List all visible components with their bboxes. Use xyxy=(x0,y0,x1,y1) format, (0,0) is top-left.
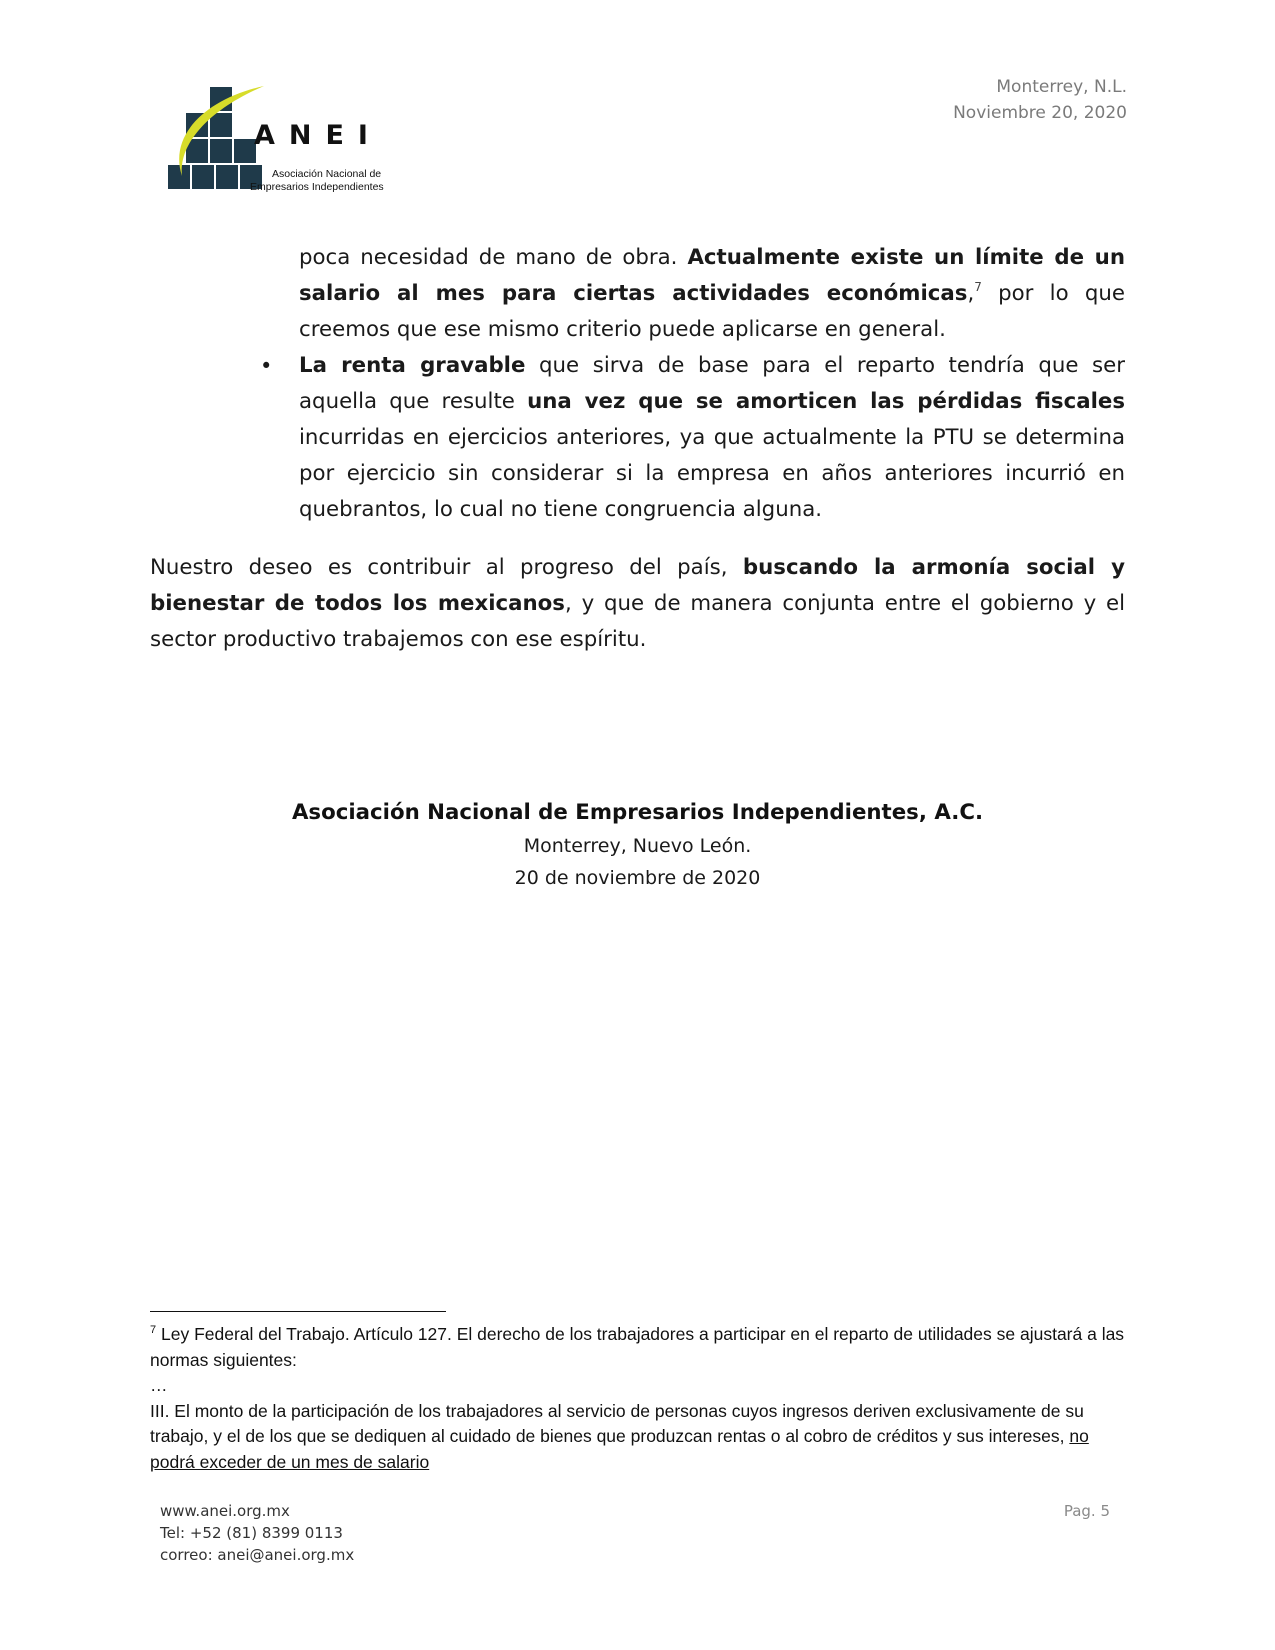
footnote-ellipsis: … xyxy=(150,1375,168,1395)
bullet-text-2: incurridas en ejercicios anteriores, ya que actualmente la PTU se determina por ejercicio sin considerar si la empresa en años anteriores incurrió en quebrantos, lo cual no tiene congruencia alguna. xyxy=(299,425,1125,522)
para3-text-2: , y que de manera conjunta entre el gobierno y el sector productivo trabajemos con ese espíritu. xyxy=(150,591,1126,652)
para1-bold-1: Actualmente existe un límite de un salario al mes para ciertas actividades económicas xyxy=(299,245,1125,306)
bullet-marker: • xyxy=(260,354,273,378)
footnote-separator xyxy=(150,1311,446,1312)
bullet-bold-2: una vez que se amorticen las pérdidas fiscales xyxy=(527,389,1125,414)
header-location-date xyxy=(953,74,1127,126)
signature-organization: Asociación Nacional de Empresarios Independientes, A.C. xyxy=(291,800,984,825)
footnote-7 xyxy=(150,1322,1125,1475)
footer-email[interactable]: correo: anei@anei.org.mx xyxy=(160,1546,355,1564)
footnote-text-1: Ley Federal del Trabajo. Artículo 127. El derecho de los trabajadores a participar en el reparto de utilidades se ajustará a las normas siguientes: xyxy=(150,1324,1125,1370)
para1-text-1: poca necesidad de mano de obra. xyxy=(299,245,688,270)
signature-date: 20 de noviembre de 2020 xyxy=(514,867,761,889)
footer-website-link[interactable]: www.anei.org.mx xyxy=(160,1502,290,1520)
para3-bold-1: buscando la armonía social y bienestar de todos los mexicanos xyxy=(150,555,1125,616)
bullet-bold-1: La renta gravable xyxy=(299,353,526,378)
paragraph-continuation xyxy=(299,240,1125,348)
closing-paragraph xyxy=(150,550,1125,658)
para1-text-2: , xyxy=(967,281,975,306)
footnote-number: 7 xyxy=(150,1324,157,1336)
para1-text-3: por lo que creemos que ese mismo criterio puede aplicarse en general. xyxy=(299,281,1125,342)
footnote-text-3: III. El monto de la participación de los trabajadores al servicio de personas cuyos ingresos deriven exclusivamente de su trabajo, y el de los que se dediquen al cuidado de bienes que produzcan rentas o al cobro de créditos y sus intereses, xyxy=(150,1400,1084,1446)
bullet-item-renta-gravable xyxy=(299,348,1125,528)
footer-phone: Tel: +52 (81) 8399 0113 xyxy=(160,1524,343,1542)
signature-city: Monterrey, Nuevo León. xyxy=(523,835,752,857)
anei-logo xyxy=(168,84,398,196)
footnote-underlined: no podrá exceder de un mes de salario xyxy=(150,1426,1089,1472)
header-date: Noviembre 20, 2020 xyxy=(953,103,1127,123)
signature-block xyxy=(0,796,1275,894)
footnote-line-1 xyxy=(150,1322,1125,1373)
footer-contact xyxy=(160,1500,354,1566)
footnote-reference[interactable]: 7 xyxy=(974,280,982,294)
logo-subtitle-line1: Asociación Nacional de xyxy=(272,168,382,180)
logo-wordmark: ANEI xyxy=(254,120,382,151)
header-city: Monterrey, N.L. xyxy=(996,77,1127,97)
footnote-line-3 xyxy=(150,1399,1125,1476)
para3-text-1: Nuestro deseo es contribuir al progreso del país, xyxy=(150,555,743,580)
bullet-text-1: que sirva de base para el reparto tendría que ser aquella que resulte xyxy=(299,353,1125,414)
page-number: Pag. 5 xyxy=(1063,1502,1110,1520)
logo-subtitle-line2: Empresarios Independientes xyxy=(250,181,384,193)
